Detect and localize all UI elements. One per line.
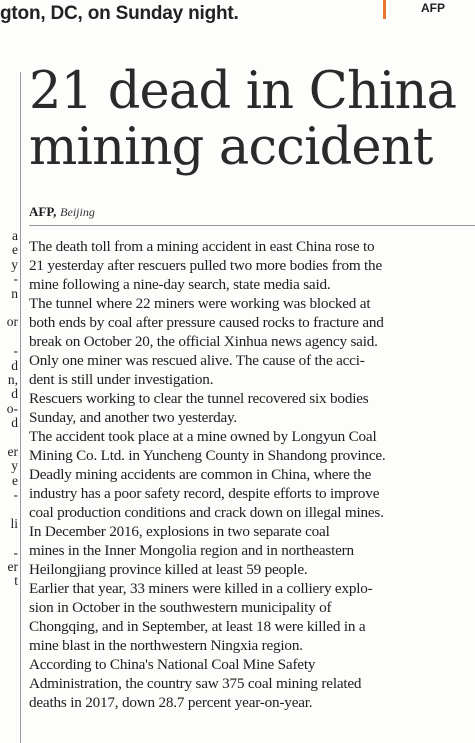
- column-fragment: o-: [6, 400, 18, 416]
- column-fragment: [0, 301, 18, 315]
- column-fragment: a: [12, 229, 18, 243]
- column-fragment: e: [12, 242, 18, 258]
- body-line: Deadly mining accidents are common in China, where the: [29, 466, 372, 483]
- column-fragment: er: [7, 558, 18, 574]
- body-line: mine following a nine-day search, state media said.: [29, 276, 331, 293]
- column-fragment: n,: [7, 371, 18, 387]
- body-line: Chongqing, and in September, at least 18 were killed in a: [29, 618, 366, 635]
- body-line: Rescuers working to clear the tunnel recovered six bodies: [29, 390, 369, 407]
- article-headline: [29, 64, 475, 176]
- body-line: Sunday, and another two yesterday.: [29, 409, 238, 426]
- body-line: break on October 20, the official Xinhua news agency said.: [29, 333, 378, 350]
- column-fragment: [0, 531, 18, 545]
- body-line: The accident took place at a mine owned by Longyun Coal: [29, 428, 377, 445]
- body-line: The tunnel where 22 miners were working was blocked at: [29, 295, 371, 312]
- body-line: According to China's National Coal Mine Safety: [29, 656, 316, 673]
- body-line: mines in the Inner Mongolia region and in northeastern: [29, 542, 354, 559]
- column-fragment: d: [11, 357, 18, 373]
- agency-tag: AFP: [421, 1, 445, 15]
- body-line: mine blast in the northwestern Ningxia region.: [29, 637, 303, 654]
- column-fragment: er: [7, 443, 18, 459]
- accent-bar: [383, 0, 386, 19]
- column-fragment: [0, 330, 18, 344]
- body-line: The death toll from a mining accident in east China rose to: [29, 238, 375, 255]
- previous-article-strip: [0, 0, 475, 40]
- headline-line: mining accident: [29, 118, 433, 177]
- column-divider: [20, 72, 21, 743]
- column-fragment: n: [11, 285, 18, 301]
- byline-place: Beijing: [60, 205, 95, 219]
- body-line: Mining Co. Ltd. in Yuncheng County in Shandong province.: [29, 447, 386, 464]
- column-fragment: e: [12, 472, 18, 488]
- column-fragment: li: [10, 515, 18, 531]
- body-line: Only one miner was rescued alive. The cause of the acci-: [29, 352, 365, 369]
- body-line: Administration, the country saw 375 coal mining related: [29, 675, 362, 692]
- column-fragment: -: [13, 271, 18, 287]
- column-fragment: d: [11, 386, 18, 402]
- body-line: industry has a poor safety record, despite efforts to improve: [29, 485, 380, 502]
- column-fragment: d: [11, 415, 18, 431]
- column-fragment: y: [11, 458, 18, 474]
- byline-agency: AFP,: [29, 204, 57, 219]
- body-line: In December 2016, explosions in two separate coal: [29, 523, 330, 540]
- column-fragment: or: [6, 314, 18, 330]
- column-fragment: -: [13, 487, 18, 503]
- body-line: both ends by coal after pressure caused rocks to fracture and: [29, 314, 384, 331]
- byline-rule: [29, 225, 475, 226]
- column-fragment: y: [11, 256, 18, 272]
- previous-article-headline-fragment: gton, DC, on Sunday night.: [0, 3, 239, 24]
- article-byline: [29, 204, 95, 220]
- body-line: sion in October in the southwestern municipality of: [29, 599, 332, 616]
- body-line: dent is still under investigation.: [29, 371, 214, 388]
- column-fragment: -: [13, 544, 18, 560]
- body-line: Earlier that year, 33 miners were killed in a colliery explo-: [29, 580, 373, 597]
- headline-line: 21 dead in China: [29, 62, 457, 121]
- column-fragment: -: [13, 343, 18, 359]
- column-fragment: [0, 502, 18, 516]
- body-line: coal production conditions and crack down on illegal mines.: [29, 504, 384, 521]
- column-fragment: [0, 430, 18, 444]
- body-line: 21 yesterday after rescuers pulled two more bodies from the: [29, 257, 382, 274]
- column-fragment: t: [14, 573, 18, 589]
- adjacent-column-fragments: [0, 229, 18, 589]
- body-line: Heilongjiang province killed at least 59 people.: [29, 561, 308, 578]
- body-line: deaths in 2017, down 28.7 percent year-on-year.: [29, 694, 313, 711]
- article-body: [29, 237, 475, 712]
